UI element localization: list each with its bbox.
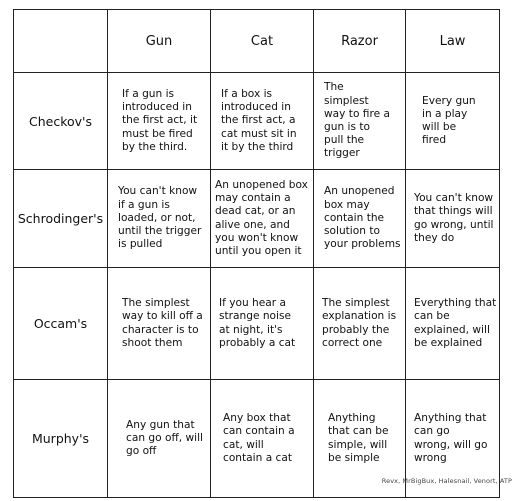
table-row [14,170,500,268]
cell-text: If a box is introduced in the first act, a cat must sit in it by the third [221,87,297,153]
column-header-cat: Cat [211,10,314,73]
row-header-schrodinger: Schrodinger's [14,170,108,268]
column-header-gun: Gun [108,10,211,73]
cell-text: Any box that can contain a cat, will contain a cat [223,412,295,464]
cell-text: You can't know if a gun is loaded, or not, until the trigger is pulled [118,185,202,251]
cell-checkov-law [406,73,500,170]
cell-checkov-gun [108,73,211,170]
cell-occam-razor [314,268,406,380]
cell-text: If you hear a strange noise at night, it's probably a cat [219,297,296,349]
cell-occam-law [406,268,500,380]
cell-text: The simplest explanation is probably the correct one [322,297,397,349]
cell-text: The simplest way to fire a gun is to pull the trigger [324,81,390,160]
law-matrix-table [13,9,500,498]
cell-schrodinger-gun [108,170,211,268]
cell-schrodinger-cat [211,170,314,268]
cell-checkov-razor [314,73,406,170]
credit-text: Revx, MrBigBux, Halesnail, Venort, ATP [381,477,512,485]
header-row [14,10,500,73]
cell-schrodinger-razor [314,170,406,268]
cell-schrodinger-law [406,170,500,268]
cell-text: Anything that can go wrong, will go wrong [414,412,488,464]
cell-text: An unopened box may contain a dead cat, or an alive one, and you won't know until you open it [215,178,308,257]
cell-occam-gun [108,268,211,380]
column-header-razor: Razor [314,10,406,73]
cell-text: Anything that can be simple, will be simple [328,412,389,464]
table-row [14,73,500,170]
column-header-law: Law [406,10,500,73]
cell-text: Everything that can be explained, will be explained [414,297,497,349]
corner-cell [14,10,108,73]
row-header-murphy: Murphy's [14,380,108,498]
cell-text: You can't know that things will go wrong, until they do [414,192,494,244]
cell-text: An unopened box may contain the solution to your problems [324,185,401,251]
cell-murphy-cat [211,380,314,498]
cell-murphy-gun [108,380,211,498]
cell-text: Every gun in a play will be fired [422,94,476,147]
cell-text: Any gun that can go off, will go off [126,418,203,458]
cell-text: The simplest way to kill off a character is to shoot them [122,297,203,349]
table-row [14,268,500,380]
cell-checkov-cat [211,73,314,170]
cell-occam-cat [211,268,314,380]
row-header-checkov: Checkov's [14,73,108,170]
row-header-occam: Occam's [14,268,108,380]
cell-text: If a gun is introduced in the first act, it must be fired by the third. [122,87,198,153]
